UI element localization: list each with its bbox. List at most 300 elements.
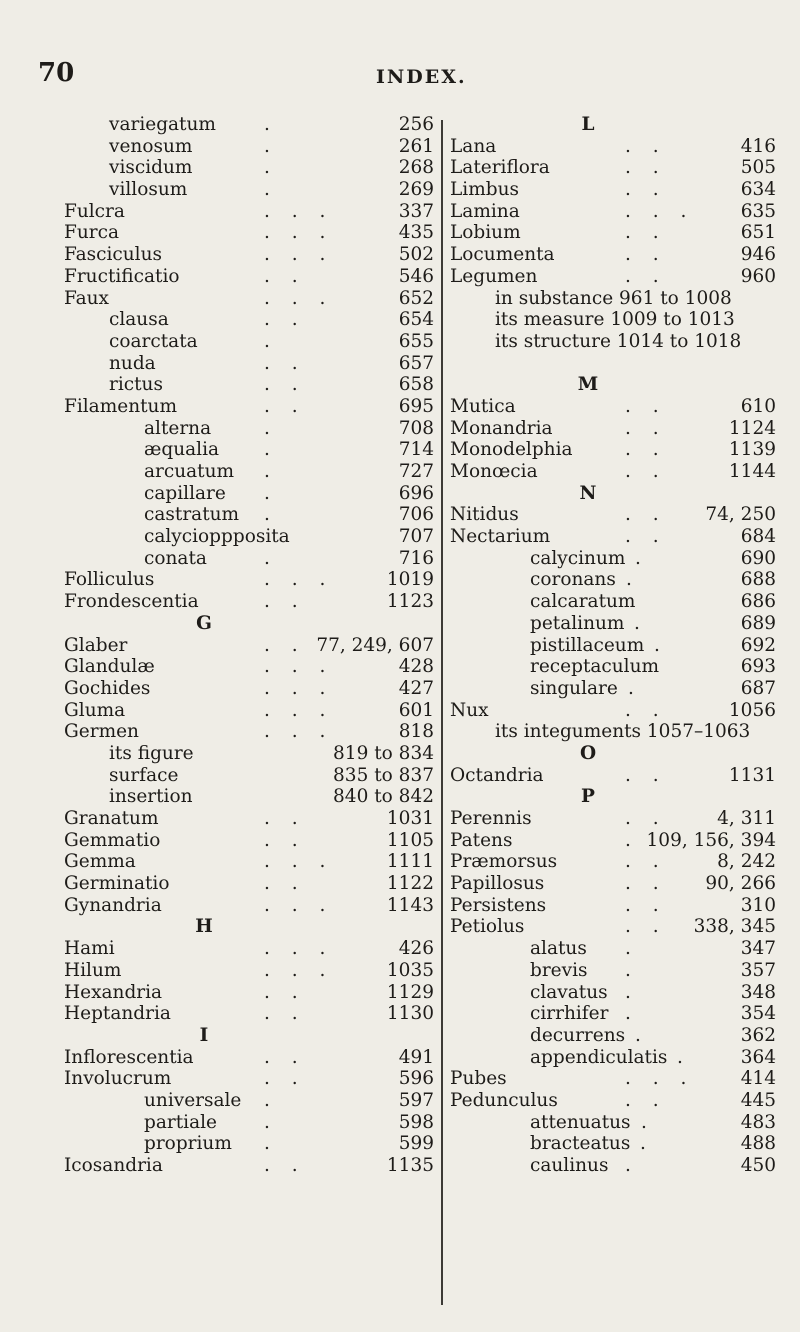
section-letter: O [579, 742, 597, 764]
entry-term: its figure [109, 742, 194, 764]
section-letter-row [450, 114, 776, 136]
leader-dots: . [625, 829, 639, 851]
entry-term: Legumen [450, 265, 538, 287]
index-entry [64, 1112, 434, 1134]
entry-term: Monodelphia [450, 439, 573, 461]
entry-pages: 357 [740, 959, 776, 981]
entry-term: Hexandria [64, 981, 163, 1003]
entry-pages: 1143 [386, 894, 434, 916]
leader-dots: . [654, 634, 668, 656]
leader-dots: . . . [264, 677, 334, 699]
leader-dots: . . . [625, 200, 695, 222]
entry-pages: 416 [740, 135, 776, 157]
index-entry [450, 179, 776, 201]
entry-term: Præmorsus [450, 851, 558, 873]
index-entry [64, 157, 434, 179]
index-entry [450, 700, 776, 722]
entry-pages: 1135 [386, 1155, 434, 1176]
index-entry [64, 786, 434, 808]
index-entry [64, 808, 434, 830]
leader-dots: . . . [264, 894, 334, 916]
index-entry [450, 916, 776, 938]
entry-term: Folliculus [64, 569, 155, 591]
entry-pages: 1129 [386, 981, 434, 1003]
index-entry [64, 201, 434, 223]
entry-pages: 690 [740, 547, 776, 569]
entry-term: Gemmatio [64, 829, 161, 851]
entry-term: decurrens [530, 1024, 626, 1046]
entry-term: Icosandria [64, 1155, 163, 1176]
right-index-column [450, 114, 776, 1177]
leader-dots: . . . [264, 721, 334, 743]
entry-pages: 689 [740, 612, 776, 634]
entry-pages: 716 [398, 547, 434, 569]
entry-pages: 1130 [386, 1003, 434, 1025]
section-letter: H [195, 916, 213, 938]
index-entry [450, 721, 776, 743]
entry-term: Heptandria [64, 1003, 171, 1025]
entry-term: clausa [109, 309, 169, 331]
entry-term: caulinus [530, 1155, 609, 1176]
entry-term: receptaculum [530, 656, 660, 678]
entry-term: Gochides [64, 677, 151, 699]
leader-dots: . . [625, 439, 667, 461]
index-entry [64, 439, 434, 461]
leader-dots: . . [264, 1155, 306, 1176]
entry-pages: 684 [740, 526, 776, 548]
leader-dots: . . . [264, 656, 334, 678]
index-entry [450, 136, 776, 158]
section-letter-row [64, 916, 434, 938]
page-header: INDEX. [376, 66, 467, 88]
entry-pages: 657 [398, 352, 434, 374]
index-entry [64, 461, 434, 483]
leader-dots: . [264, 330, 278, 352]
entry-pages: 652 [398, 287, 434, 309]
entry-term: surface [109, 764, 179, 786]
entry-pages: 946 [740, 244, 776, 266]
entry-term: attenuatus [530, 1111, 631, 1133]
index-entry [450, 396, 776, 418]
index-entry [450, 873, 776, 895]
leader-dots: . . [264, 352, 306, 374]
index-entry [450, 830, 776, 852]
section-letter: G [196, 612, 212, 634]
entry-term: rictus [109, 374, 163, 396]
index-entry [64, 526, 434, 548]
entry-pages: 261 [398, 135, 434, 157]
index-entry [64, 1090, 434, 1112]
entry-pages: 348 [740, 981, 776, 1003]
entry-term: Frondescentia [64, 591, 199, 613]
entry-term: its integuments 1057–1063 [495, 721, 751, 743]
entry-term: universale [144, 1089, 242, 1111]
index-entry [64, 830, 434, 852]
entry-pages: 1031 [386, 808, 434, 829]
index-entry [450, 895, 776, 917]
entry-term: Furca [64, 222, 119, 244]
index-entry [64, 960, 434, 982]
entry-term: its structure 1014 to 1018 [495, 330, 742, 352]
entry-pages: 1123 [386, 591, 434, 613]
entry-pages: 505 [740, 157, 776, 179]
leader-dots: . . [625, 265, 667, 287]
index-entry [450, 1090, 776, 1112]
section-letter: L [581, 114, 595, 135]
entry-term: capillare [144, 482, 226, 504]
index-entry [64, 635, 434, 657]
section-letter-row [450, 374, 776, 396]
entry-term: Glaber [64, 634, 128, 656]
leader-dots: . . [264, 873, 306, 895]
entry-term: Germinatio [64, 873, 170, 895]
leader-dots: . . [625, 851, 667, 873]
leader-dots: . [625, 938, 639, 960]
leader-dots: . [264, 114, 278, 135]
index-entry [64, 873, 434, 895]
entry-term: venosum [109, 135, 193, 157]
entry-term: Locumenta [450, 244, 555, 266]
leader-dots: . . [625, 699, 667, 721]
index-entry [450, 851, 776, 873]
index-entry [450, 288, 776, 310]
entry-pages: 818 [398, 721, 434, 743]
leader-dots: . . [625, 222, 667, 244]
index-entry [450, 635, 776, 657]
index-entry [450, 569, 776, 591]
entry-term: Lana [450, 135, 497, 157]
entry-term: its measure 1009 to 1013 [495, 309, 735, 331]
leader-dots: . [264, 482, 278, 504]
index-entry [450, 938, 776, 960]
index-entry [64, 851, 434, 873]
entry-pages: 354 [740, 1003, 776, 1025]
entry-term: Persistens [450, 894, 547, 916]
section-letter: N [579, 482, 597, 504]
entry-pages: 109, 156, 394 [646, 829, 776, 851]
entry-pages: 362 [740, 1024, 776, 1046]
leader-dots: . [264, 1111, 278, 1133]
leader-dots: . . [625, 764, 667, 786]
entry-pages: 502 [398, 244, 434, 266]
entry-pages: 1139 [728, 439, 776, 461]
entry-pages: 658 [398, 374, 434, 396]
entry-term: alatus [530, 938, 587, 960]
section-letter-row [64, 613, 434, 635]
leader-dots: . . [264, 808, 306, 829]
index-entry [450, 504, 776, 526]
entry-term: Mutica [450, 395, 516, 417]
leader-dots: . [264, 1089, 278, 1111]
entry-term: Granatum [64, 808, 159, 829]
entry-term: clavatus [530, 981, 608, 1003]
index-entry [450, 1112, 776, 1134]
leader-dots: . [625, 981, 639, 1003]
index-entry [64, 1003, 434, 1025]
entry-term: Filamentum [64, 395, 177, 417]
index-entry [64, 1047, 434, 1069]
entry-pages: 727 [398, 461, 434, 482]
entry-term: bracteatus [530, 1133, 631, 1155]
entry-term: conata [144, 547, 207, 569]
leader-dots: . . [625, 135, 667, 157]
index-entry [64, 114, 434, 136]
index-entry [450, 1025, 776, 1047]
entry-term: in substance 961 to 1008 [495, 287, 732, 309]
entry-pages: 1124 [728, 417, 776, 439]
entry-pages: 414 [740, 1068, 776, 1090]
entry-term: Patens [450, 829, 513, 851]
index-entry [64, 765, 434, 787]
entry-pages: 428 [398, 656, 434, 678]
entry-pages: 347 [740, 938, 776, 960]
entry-pages: 599 [398, 1133, 434, 1155]
entry-pages: 1144 [728, 461, 776, 482]
entry-term: coronans [530, 569, 616, 591]
leader-dots: . . [625, 1089, 667, 1111]
index-entry [64, 374, 434, 396]
entry-term: Lateriflora [450, 157, 550, 179]
entry-pages: 686 [740, 591, 776, 613]
leader-dots: . . . [264, 959, 334, 981]
entry-term: proprium [144, 1133, 232, 1155]
index-entry [450, 1068, 776, 1090]
entry-pages: 269 [398, 179, 434, 201]
entry-pages: 74, 250 [705, 504, 776, 526]
leader-dots: . . [264, 265, 306, 287]
leader-dots: . . [625, 461, 667, 482]
entry-pages: 714 [398, 439, 434, 461]
leader-dots: . [264, 547, 278, 569]
leader-dots: . . . [264, 699, 334, 721]
entry-pages: 708 [398, 417, 434, 439]
leader-dots: . . [264, 1068, 306, 1090]
leader-dots: . . . [264, 851, 334, 873]
index-entry [450, 808, 776, 830]
index-entry [450, 1003, 776, 1025]
entry-pages: 1122 [386, 873, 434, 895]
entry-term: æqualia [144, 439, 220, 461]
index-entry [64, 982, 434, 1004]
entry-pages: 1056 [728, 699, 776, 721]
leader-dots: . [626, 569, 640, 591]
entry-pages: 706 [398, 504, 434, 526]
entry-term: pistillaceum [530, 634, 645, 656]
index-entry [64, 179, 434, 201]
leader-dots: . [625, 1003, 639, 1025]
entry-pages: 840 to 842 [333, 786, 434, 808]
entry-term: Gynandria [64, 894, 162, 916]
leader-dots: . [264, 417, 278, 439]
index-entry [450, 461, 776, 483]
entry-term: Pedunculus [450, 1089, 558, 1111]
index-entry [450, 309, 776, 331]
entry-term: coarctata [109, 330, 198, 352]
leader-dots: . [264, 439, 278, 461]
entry-pages: 688 [740, 569, 776, 591]
entry-pages: 488 [740, 1133, 776, 1155]
index-entry [64, 244, 434, 266]
leader-dots: . . [264, 395, 306, 417]
entry-term: petalinum [530, 612, 625, 634]
leader-dots: . [635, 547, 649, 569]
leader-dots: . [264, 157, 278, 179]
leader-dots: . [628, 677, 642, 699]
index-entry [450, 222, 776, 244]
leader-dots: . . [625, 395, 667, 417]
entry-pages: 90, 266 [705, 873, 776, 895]
entry-term: Monandria [450, 417, 553, 439]
leader-dots: . . [264, 829, 306, 851]
section-letter: P [581, 786, 595, 808]
entry-pages: 310 [740, 894, 776, 916]
leader-dots: . . [625, 873, 667, 895]
index-entry [450, 613, 776, 635]
entry-term: Hami [64, 938, 115, 960]
entry-pages: 655 [398, 330, 434, 352]
section-letter-row [450, 786, 776, 808]
entry-pages: 491 [398, 1046, 434, 1068]
entry-term: calycinum [530, 547, 626, 569]
entry-term: brevis [530, 959, 588, 981]
index-entry [450, 591, 776, 613]
entry-term: variegatum [109, 114, 216, 135]
entry-term: Glandulæ [64, 656, 155, 678]
index-entry [450, 548, 776, 570]
entry-term: Lobium [450, 222, 521, 244]
leader-dots: . [677, 1046, 691, 1068]
entry-pages: 426 [398, 938, 434, 960]
entry-term: castratum [144, 504, 240, 526]
leader-dots: . [634, 612, 648, 634]
leader-dots: . . [264, 1003, 306, 1025]
column-divider [441, 120, 443, 1305]
index-entry [64, 288, 434, 310]
index-entry [64, 396, 434, 418]
index-entry [450, 439, 776, 461]
entry-term: Pubes [450, 1068, 507, 1090]
index-entry [64, 591, 434, 613]
page-number: 70 [38, 58, 75, 88]
entry-term: Gluma [64, 699, 126, 721]
entry-term: Germen [64, 721, 139, 743]
entry-pages: 8, 242 [717, 851, 776, 873]
entry-term: Nitidus [450, 504, 519, 526]
leader-dots: . . [625, 916, 667, 938]
leader-dots: . . . [264, 569, 334, 591]
index-entry [64, 418, 434, 440]
entry-term: calcaratum [530, 591, 636, 613]
leader-dots: . . [625, 179, 667, 201]
entry-pages: 1111 [386, 851, 434, 873]
index-entry [64, 136, 434, 158]
leader-dots: . . [625, 808, 667, 829]
entry-term: nuda [109, 352, 156, 374]
index-entry [450, 266, 776, 288]
entry-pages: 1035 [386, 959, 434, 981]
entry-term: singulare [530, 677, 618, 699]
entry-term: Fasciculus [64, 244, 162, 266]
blank-row [450, 353, 776, 375]
leader-dots: . [641, 1111, 655, 1133]
index-entry [450, 244, 776, 266]
leader-dots: . . . [625, 1068, 695, 1090]
section-letter-row [64, 1025, 434, 1047]
left-index-column [64, 114, 434, 1177]
index-entry [64, 309, 434, 331]
index-entry [450, 418, 776, 440]
entry-pages: 1019 [386, 569, 434, 591]
entry-term: Faux [64, 287, 109, 309]
leader-dots: . . [264, 309, 306, 331]
entry-term: Limbus [450, 179, 519, 201]
entry-pages: 687 [740, 677, 776, 699]
section-letter: I [199, 1024, 209, 1046]
entry-pages: 338, 345 [693, 916, 776, 938]
index-entry [64, 678, 434, 700]
index-entry [64, 266, 434, 288]
index-entry [64, 700, 434, 722]
entry-pages: 960 [740, 265, 776, 287]
entry-term: Involucrum [64, 1068, 172, 1090]
index-entry [450, 331, 776, 353]
entry-pages: 651 [740, 222, 776, 244]
entry-pages: 692 [740, 634, 776, 656]
entry-pages: 596 [398, 1068, 434, 1090]
leader-dots: . . . [264, 244, 334, 266]
leader-dots: . [264, 179, 278, 201]
index-entry [64, 895, 434, 917]
leader-dots: . [635, 1024, 649, 1046]
index-entry [450, 1155, 776, 1177]
entry-pages: 819 to 834 [333, 742, 434, 764]
entry-pages: 634 [740, 179, 776, 201]
leader-dots: . . . [264, 938, 334, 960]
entry-term: Perennis [450, 808, 532, 829]
index-entry [64, 1155, 434, 1177]
entry-pages: 598 [398, 1111, 434, 1133]
entry-term: Petiolus [450, 916, 525, 938]
entry-pages: 693 [740, 656, 776, 678]
index-entry [64, 1068, 434, 1090]
index-entry [64, 483, 434, 505]
section-letter: M [577, 374, 599, 396]
leader-dots: . . [625, 526, 667, 548]
entry-pages: 364 [740, 1046, 776, 1068]
entry-pages: 610 [740, 395, 776, 417]
entry-pages: 654 [398, 309, 434, 331]
leader-dots: . . [264, 1046, 306, 1068]
entry-term: Monœcia [450, 461, 538, 482]
entry-pages: 483 [740, 1111, 776, 1133]
entry-pages: 1105 [386, 829, 434, 851]
leader-dots: . [264, 504, 278, 526]
entry-pages: 435 [398, 222, 434, 244]
index-entry [450, 526, 776, 548]
entry-pages: 427 [398, 677, 434, 699]
index-entry [64, 1133, 434, 1155]
leader-dots: . . [625, 244, 667, 266]
section-letter-row [450, 743, 776, 765]
index-entry [450, 765, 776, 787]
leader-dots: . [640, 1133, 654, 1155]
entry-term: Fulcra [64, 200, 125, 222]
leader-dots: . . [625, 417, 667, 439]
entry-pages: 597 [398, 1089, 434, 1111]
entry-pages: 1131 [728, 764, 776, 786]
entry-term: villosum [109, 179, 188, 201]
index-entry [450, 656, 776, 678]
